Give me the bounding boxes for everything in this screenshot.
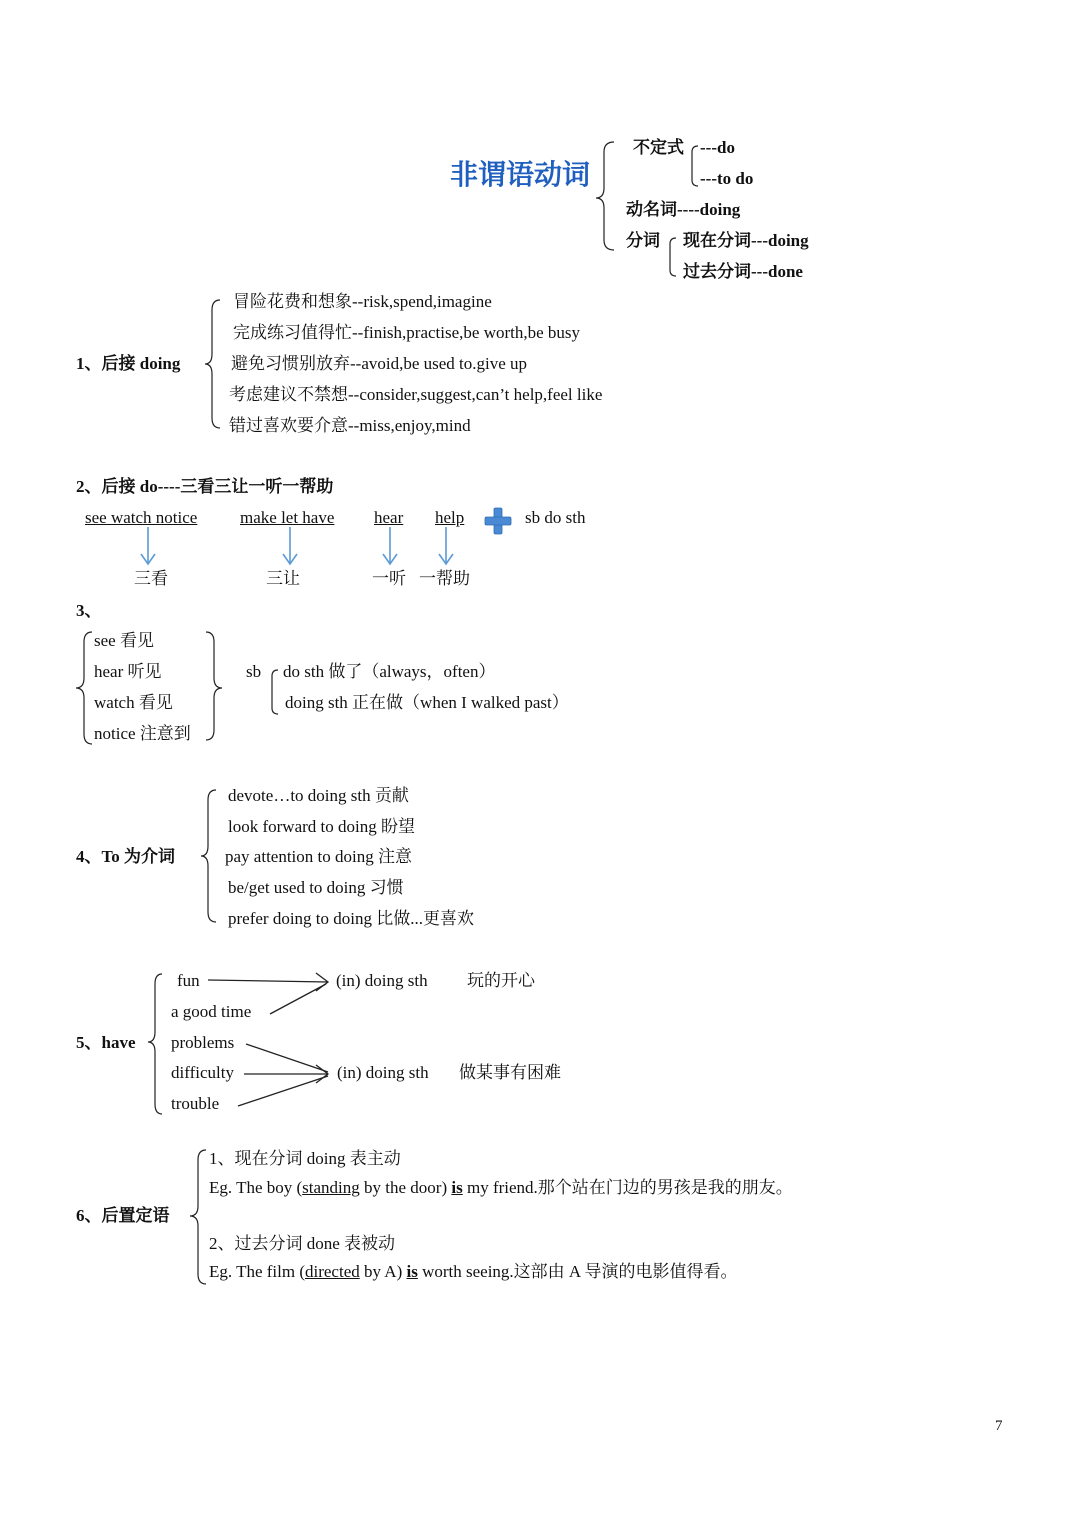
arrowhead-make bbox=[283, 554, 297, 564]
gerund-label: 动名词----doing bbox=[626, 200, 741, 219]
rule-present-participle: 1、现在分词 doing 表主动 bbox=[209, 1149, 401, 1168]
verb-group-make: make let have bbox=[240, 508, 335, 527]
sb-do-sth: sb do sth bbox=[525, 508, 586, 527]
meaning-have-fun: 玩的开心 bbox=[467, 971, 535, 990]
caption-one-help: 一帮助 bbox=[419, 569, 470, 588]
brace-section3-left bbox=[76, 632, 92, 744]
plus-icon bbox=[485, 508, 511, 534]
arrowhead-hear bbox=[383, 554, 397, 564]
meaning-difficulty: 做某事有困难 bbox=[459, 1063, 561, 1082]
present-participle: 现在分词---doing bbox=[683, 231, 809, 250]
verb-watch: watch 看见 bbox=[94, 693, 173, 712]
verb-hear: hear 听见 bbox=[94, 662, 162, 681]
option-do-sth: do sth 做了（always，often） bbox=[283, 662, 496, 681]
brace-section4 bbox=[201, 790, 216, 922]
caption-three-let: 三让 bbox=[266, 569, 300, 588]
have-word-good-time: a good time bbox=[171, 1002, 252, 1021]
example-sentence-2: Eg. The film (directed by A) is worth seeing.这部由 A 导演的电影值得看。 bbox=[209, 1262, 738, 1281]
brace-infinitive bbox=[692, 146, 698, 186]
rule-past-participle: 2、过去分词 done 表被动 bbox=[209, 1234, 396, 1253]
section1-line: 避免习惯别放弃--avoid,be used to.give up bbox=[231, 354, 528, 373]
page-number: 7 bbox=[995, 1418, 1003, 1434]
infinitive-label: 不定式 bbox=[633, 138, 684, 157]
verb-notice: notice 注意到 bbox=[94, 724, 191, 743]
verb-group-see: see watch notice bbox=[85, 508, 198, 527]
section1-label: 1、后接 doing bbox=[76, 354, 181, 373]
section1-line: 考虑建议不禁想--consider,suggest,can’t help,feel like bbox=[229, 385, 603, 404]
page-title: 非谓语动词 bbox=[450, 158, 591, 191]
infinitive-do: ---do bbox=[700, 138, 735, 157]
participle-label: 分词 bbox=[626, 231, 660, 250]
arrowhead-help bbox=[439, 554, 453, 564]
section4-line: be/get used to doing 习惯 bbox=[228, 878, 404, 897]
example-sentence-1: Eg. The boy (standing by the door) is my friend.那个站在门边的男孩是我的朋友。 bbox=[209, 1178, 793, 1197]
brace-section1 bbox=[205, 300, 220, 428]
target-doing-2: (in) doing sth bbox=[337, 1063, 429, 1082]
section4-label: 4、To 为介词 bbox=[76, 847, 176, 866]
verb-group-help: help bbox=[435, 508, 465, 527]
section1-line: 错过喜欢要介意--miss,enjoy,mind bbox=[229, 416, 471, 435]
arrowhead-2 bbox=[316, 1065, 328, 1083]
section1-line: 完成练习值得忙--finish,practise,be worth,be busy bbox=[233, 323, 581, 342]
section4-line: look forward to doing 盼望 bbox=[228, 817, 415, 836]
arrow-trouble bbox=[238, 1076, 328, 1106]
arrow-good-time bbox=[270, 984, 326, 1014]
caption-one-hear: 一听 bbox=[372, 569, 406, 588]
brace-section3-right bbox=[206, 632, 222, 740]
target-doing-1: (in) doing sth bbox=[336, 971, 428, 990]
brace-section3-sb bbox=[272, 670, 278, 714]
brace-section6 bbox=[190, 1150, 206, 1284]
option-doing-sth: doing sth 正在做（when I walked past） bbox=[285, 693, 569, 712]
arrowhead-see bbox=[141, 554, 155, 564]
brace-participle bbox=[670, 238, 676, 276]
have-word-problems: problems bbox=[171, 1033, 235, 1052]
section4-line: pay attention to doing 注意 bbox=[225, 847, 412, 866]
arrow-problems bbox=[246, 1044, 328, 1072]
section5-label: 5、have bbox=[76, 1033, 136, 1052]
have-word-fun: fun bbox=[177, 971, 200, 990]
have-word-trouble: trouble bbox=[171, 1094, 220, 1113]
section3-label: 3、 bbox=[76, 601, 102, 620]
section1-line: 冒险花费和想象--risk,spend,imagine bbox=[233, 292, 492, 311]
arrow-fun bbox=[208, 980, 328, 982]
section2-label: 2、后接 do----三看三让一听一帮助 bbox=[76, 477, 334, 496]
past-participle: 过去分词---done bbox=[683, 262, 803, 281]
verb-see: see 看见 bbox=[94, 631, 154, 650]
section4-line: prefer doing to doing 比做...更喜欢 bbox=[228, 909, 474, 928]
brace-section5 bbox=[148, 974, 162, 1114]
brace-title-main bbox=[596, 142, 614, 250]
arrowhead-1 bbox=[316, 973, 328, 991]
section6-label: 6、后置定语 bbox=[76, 1206, 170, 1225]
verb-group-hear: hear bbox=[374, 508, 404, 527]
have-word-difficulty: difficulty bbox=[171, 1063, 234, 1082]
infinitive-to-do: ---to do bbox=[700, 169, 754, 188]
section4-line: devote…to doing sth 贡献 bbox=[228, 786, 409, 805]
sb-label: sb bbox=[246, 662, 262, 681]
caption-three-look: 三看 bbox=[134, 569, 168, 588]
